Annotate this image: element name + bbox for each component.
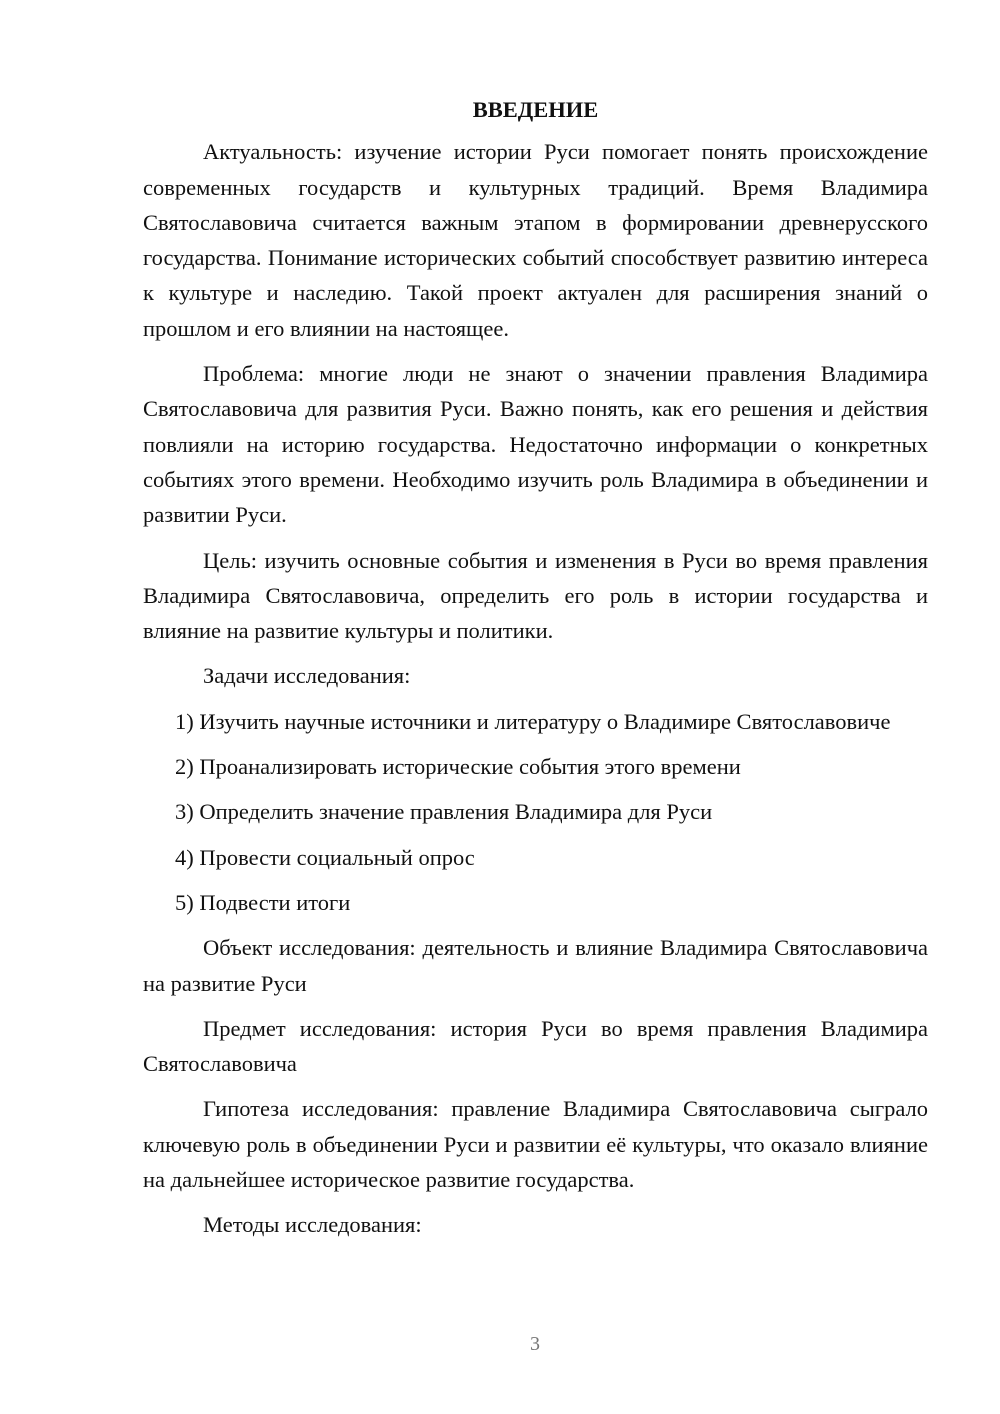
paragraph-relevance: Актуальность: изучение истории Руси помогает понять происхождение современных государств и культурных традиций. Время Владимира Святославовича считается важным этапом в формировании древнерусского государства. Понимание исторических событий способствует развитию интереса к культуре и наследию. Такой проект актуален для расширения знаний о прошлом и его влиянии на настоящее. (143, 139, 928, 341)
paragraph-hypothesis: Гипотеза исследования: правление Владимира Святославовича сыграло ключевую роль в объединении Руси и развитии её культуры, что оказало влияние на дальнейшее историческое развитие государства. (143, 1096, 928, 1193)
task-item: 3) Определить значение правления Владимира для Руси (175, 799, 713, 825)
paragraph-subject: Предмет исследования: история Руси во время правления Владимира Святославовича (143, 1015, 928, 1077)
task-item: 5) Подвести итоги (175, 889, 351, 915)
task-item: 1) Изучить научные источники и литературу о Владимире Святославовиче (175, 708, 891, 734)
page-content (143, 92, 928, 1253)
paragraph-tasks-heading: Задачи исследования: (203, 663, 411, 689)
paragraph-problem: Проблема: многие люди не знают о значении правления Владимира Святославовича для развития Руси. Важно понять, как его решения и действия повлияли на историю государства. Недостаточно информации о конкретных событиях этого времени. Необходимо изучить роль Владимира в объединении и развитии Руси. (143, 361, 928, 528)
paragraph-goal: Цель: изучить основные события и изменения в Руси во время правления Владимира Святославовича, определить его роль в истории государства и влияние на развитие культуры и политики. (143, 547, 928, 644)
task-item: 4) Провести социальный опрос (175, 844, 475, 870)
paragraph-methods: Методы исследования: (203, 1212, 422, 1238)
page-number: 3 (530, 1333, 540, 1355)
paragraph-object: Объект исследования: деятельность и влияние Владимира Святославовича на развитие Руси (143, 935, 928, 996)
task-item: 2) Проанализировать исторические события этого времени (175, 754, 741, 780)
section-title: ВВЕДЕНИЕ (472, 97, 599, 122)
